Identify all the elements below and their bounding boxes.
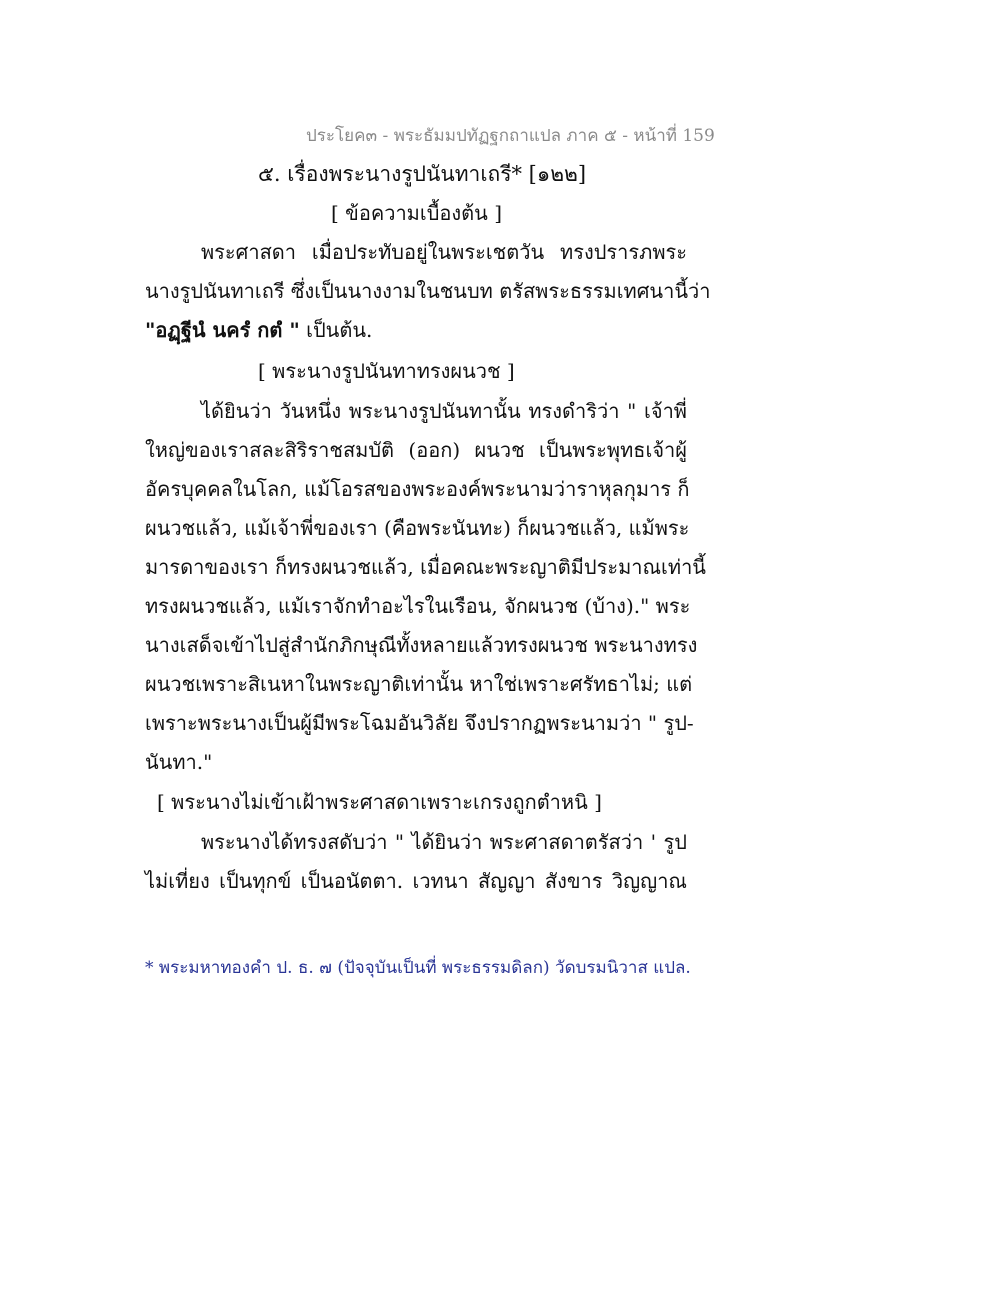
- paragraph-line: ผนวชเพราะสิเนหาในพระญาติเท่านั้น หาใช่เพราะศรัทธาไม่; แต่: [145, 672, 693, 696]
- paragraph-line: ได้ยินว่า วันหนึ่ง พระนางรูปนันทานั้น ทรงดำริว่า " เจ้าพี่: [201, 399, 687, 423]
- paragraph-line: มารดาของเรา ก็ทรงผนวชแล้ว, เมื่อคณะพระญาติมีประมาณเท่านี้: [145, 555, 706, 579]
- paragraph-line: เพราะพระนางเป็นผู้มีพระโฉมอันวิลัย จึงปรากฏพระนามว่า " รูป-: [145, 711, 694, 735]
- story-title: ๕. เรื่องพระนางรูปนันทาเถรี* [๑๒๒]: [258, 162, 587, 186]
- paragraph-line: พระศาสดา เมื่อประทับอยู่ในพระเชตวัน ทรงปรารภพระ: [201, 240, 687, 264]
- section-heading-opening: [ ข้อความเบื้องต้น ]: [331, 201, 502, 225]
- paragraph-line: ไม่เที่ยง เป็นทุกข์ เป็นอนัตตา. เวทนา สัญญา สังขาร วิญญาณ: [145, 869, 687, 893]
- paragraph-line: ผนวชแล้ว, แม้เจ้าพี่ของเรา (คือพระนันทะ) ก็ผนวชแล้ว, แม้พระ: [145, 516, 690, 540]
- paragraph-line: นางเสด็จเข้าไปสู่สำนักภิกษุณีทั้งหลายแล้วทรงผนวช พระนางทรง: [145, 633, 698, 657]
- pali-quote: "อฏฺฐีนํ นครํ กตํ ": [145, 318, 300, 342]
- paragraph-line: พระนางได้ทรงสดับว่า " ได้ยินว่า พระศาสดาตรัสว่า ' รูป: [201, 830, 687, 854]
- paragraph-line: ทรงผนวชแล้ว, แม้เราจักทำอะไรในเรือน, จักผนวช (บ้าง)." พระ: [145, 594, 691, 618]
- quote-tail: เป็นต้น.: [306, 318, 373, 342]
- section-heading-avoidance: [ พระนางไม่เข้าเฝ้าพระศาสดาเพราะเกรงถูกตำหนิ ]: [157, 790, 602, 814]
- paragraph-line: นางรูปนันทาเถรี ซึ่งเป็นนางงามในชนบท ตรัสพระธรรมเทศนานี้ว่า: [145, 279, 711, 303]
- paragraph-line: [145, 316, 372, 344]
- section-heading-ordination: [ พระนางรูปนันทาทรงผนวช ]: [258, 359, 515, 383]
- paragraph-line: ใหญ่ของเราสละสิริราชสมบัติ (ออก) ผนวช เป็นพระพุทธเจ้าผู้: [145, 438, 687, 462]
- paragraph-line: นันทา.": [145, 750, 213, 774]
- footnote: * พระมหาทองคำ ป. ธ. ๗ (ปัจจุบันเป็นที่ พระธรรมดิลก) วัดบรมนิวาส แปล.: [145, 958, 691, 978]
- paragraph-line: อัครบุคคลในโลก, แม้โอรสของพระองค์พระนามว่าราหุลกุมาร ก็: [145, 477, 690, 501]
- running-head: ประโยค๓ - พระธัมมปทัฏฐกถาแปล ภาค ๕ - หน้าที่ 159: [306, 126, 715, 146]
